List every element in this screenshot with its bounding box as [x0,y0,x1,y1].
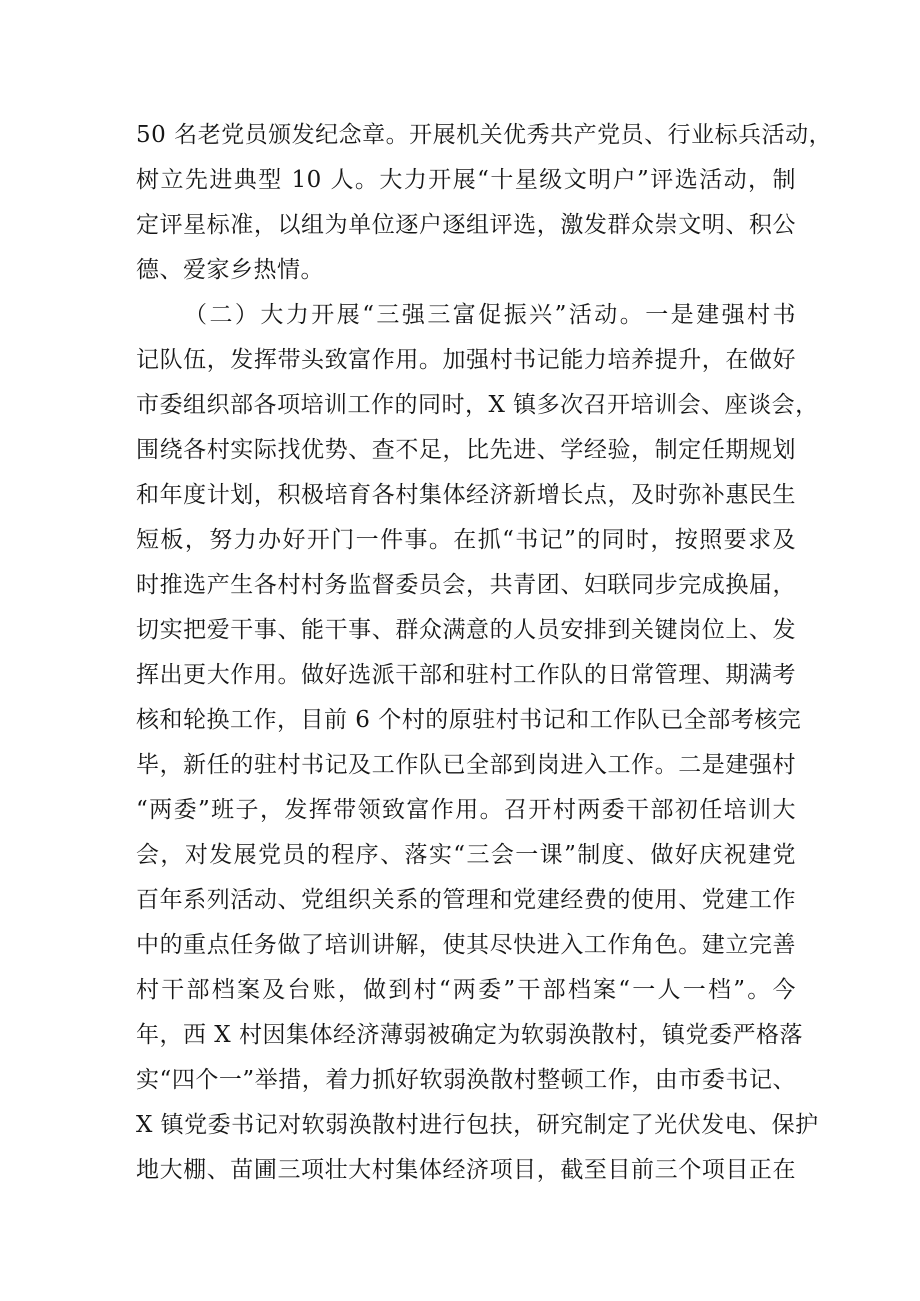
text-line: 记队伍，发挥带头致富作用。加强村书记能力培养提升，在做好 [136,347,796,373]
text-line: X 镇党委书记对软弱涣散村进行包扶，研究制定了光伏发电、保护 [136,1112,819,1138]
text-line: 和年度计划，积极培育各村集体经济新增长点，及时弥补惠民生 [136,482,796,508]
text-line: 年，西 X 村因集体经济薄弱被确定为软弱涣散村，镇党委严格落 [136,1022,803,1048]
text-line: 围绕各村实际找优势、查不足，比先进、学经验，制定任期规划 [136,437,796,463]
text-line: 村干部档案及台账，做到村“两委”干部档案“一人一档”。今 [136,977,796,1003]
text-line: 中的重点任务做了培训讲解，使其尽快进入工作角色。建立完善 [136,932,796,958]
text-line: 核和轮换工作，目前 6 个村的原驻村书记和工作队已全部考核完 [136,707,802,733]
text-line: 毕，新任的驻村书记及工作队已全部到岗进入工作。二是建强村 [136,752,796,778]
text-line: 时推选产生各村村务监督委员会，共青团、妇联同步完成换届， [136,572,796,598]
text-line: 切实把爱干事、能干事、群众满意的人员安排到关键岗位上、发 [136,617,796,643]
text-line: 实“四个一”举措，着力抓好软弱涣散村整顿工作，由市委书记、 [136,1067,796,1093]
text-line: “两委”班子，发挥带领致富作用。召开村两委干部初任培训大 [136,797,796,823]
text-line: 短板，努力办好开门一件事。在抓“书记”的同时，按照要求及 [136,527,796,553]
text-line: 树立先进典型 10 人。大力开展“十星级文明户”评选活动，制 [136,167,796,193]
section-heading-line: （二）大力开展“三强三富促振兴”活动。一是建强村书 [184,302,796,328]
text-line: 50 名老党员颁发纪念章。开展机关优秀共产党员、行业标兵活动， [136,122,833,148]
text-line: 地大棚、苗圃三项壮大村集体经济项目，截至目前三个项目正在 [136,1157,796,1183]
text-line: 定评星标准，以组为单位逐户逐组评选，激发群众崇文明、积公 [136,212,796,238]
text-line: 市委组织部各项培训工作的同时，X 镇多次召开培训会、座谈会， [136,392,819,418]
text-line: 会，对发展党员的程序、落实“三会一课”制度、做好庆祝建党 [136,842,796,868]
text-line: 百年系列活动、党组织关系的管理和党建经费的使用、党建工作 [136,887,796,913]
text-line: 德、爱家乡热情。 [136,257,324,283]
text-line: 挥出更大作用。做好选派干部和驻村工作队的日常管理、期满考 [136,662,796,688]
